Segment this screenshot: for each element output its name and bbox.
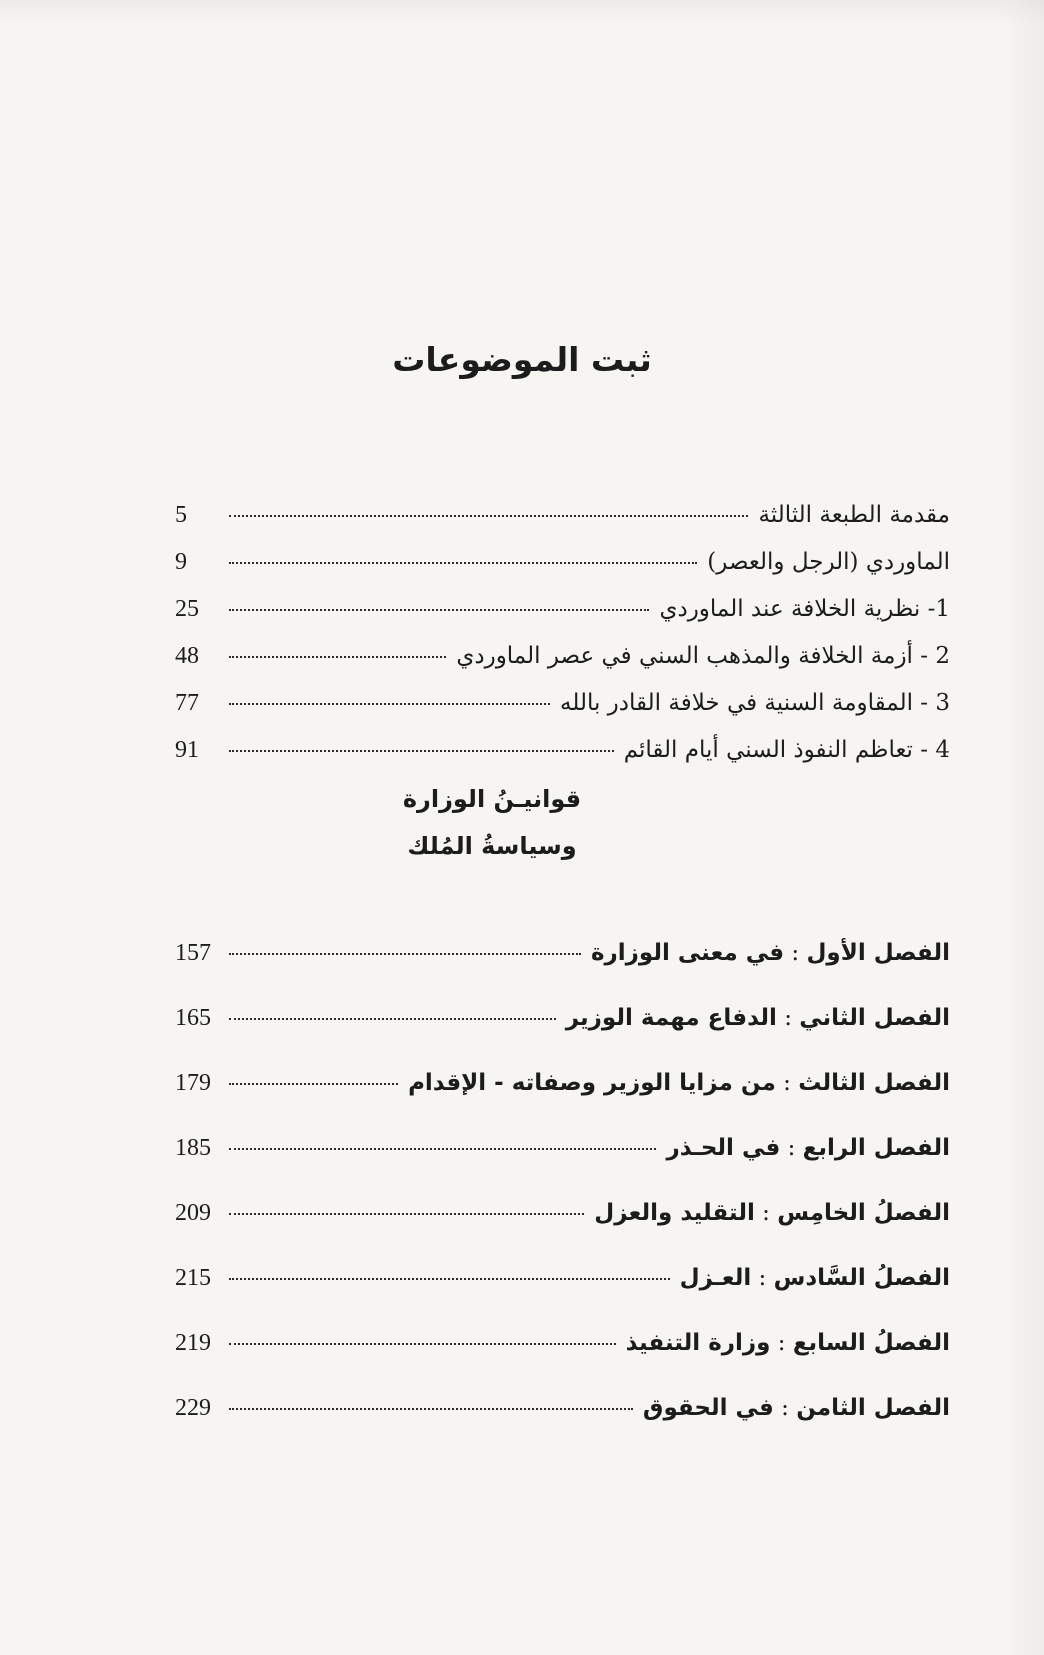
chapter-entry[interactable]: [175, 1200, 950, 1265]
chapter-label: الفصل الثالث: [798, 1070, 950, 1096]
chapter-page-number: 215: [175, 1265, 211, 1291]
chapter-label: الفصلُ الخامِس: [777, 1200, 950, 1226]
toc-entry[interactable]: [175, 502, 950, 549]
dot-leader: [229, 609, 649, 611]
chapter-entry[interactable]: [175, 1070, 950, 1135]
chapter-entry[interactable]: [175, 940, 950, 1005]
dot-leader: [229, 1343, 616, 1345]
toc-entry[interactable]: [175, 549, 950, 596]
toc-chapters-list: [175, 940, 950, 1460]
chapter-entry-text: الفصل الثاني : الدفاع مهمة الوزير: [565, 1005, 950, 1031]
toc-page-number: 9: [175, 549, 187, 575]
dot-leader: [229, 1408, 633, 1410]
chapter-entry-text: الفصل الأول : في معنى الوزارة: [590, 940, 950, 966]
dot-leader: [229, 953, 581, 955]
dot-leader: [229, 1213, 584, 1215]
toc-entry-title: 4 - تعاظم النفوذ السني أيام القائم: [623, 737, 950, 763]
chapter-entry[interactable]: [175, 1265, 950, 1330]
chapter-page-number: 179: [175, 1070, 211, 1096]
chapter-title: من مزايا الوزير وصفاته - الإقدام: [408, 1070, 776, 1096]
chapter-entry[interactable]: [175, 1395, 950, 1460]
dot-leader: [229, 562, 697, 564]
chapter-entry-text: الفصل الثالث : من مزايا الوزير وصفاته - الإقدام: [408, 1070, 950, 1096]
chapter-label: الفصلُ السَّادس: [773, 1265, 950, 1291]
toc-entry[interactable]: [175, 690, 950, 737]
chapter-title: وزارة التنفيذ: [625, 1330, 771, 1356]
chapter-title: في الحـذر: [666, 1135, 781, 1161]
dot-leader: [229, 656, 446, 658]
toc-page-number: 25: [175, 596, 199, 622]
chapter-page-number: 165: [175, 1005, 211, 1031]
dot-leader: [229, 1018, 556, 1020]
chapter-label: الفصل الرابع: [802, 1135, 950, 1161]
chapter-title: في الحقوق: [642, 1395, 774, 1421]
chapter-entry-text: الفصل الرابع : في الحـذر: [666, 1135, 950, 1161]
toc-entry-title: الماوردي (الرجل والعصر): [707, 549, 950, 575]
toc-page-number: 77: [175, 690, 199, 716]
page-edge-shadow: [1002, 0, 1044, 1655]
chapter-label: الفصل الثاني: [799, 1005, 950, 1031]
section-heading-line-2: وسياسةُ المُلك: [407, 832, 577, 860]
page-top-edge: [0, 0, 1044, 24]
chapter-title: العـزل: [679, 1265, 752, 1291]
chapter-title: الدفاع مهمة الوزير: [565, 1005, 777, 1031]
dot-leader: [229, 515, 748, 517]
toc-entry[interactable]: [175, 643, 950, 690]
toc-entry-title: مقدمة الطبعة الثالثة: [758, 502, 950, 528]
chapter-page-number: 229: [175, 1395, 211, 1421]
chapter-title: التقليد والعزل: [594, 1200, 755, 1226]
dot-leader: [229, 750, 614, 752]
chapter-entry-text: الفصلُ الخامِس : التقليد والعزل: [594, 1200, 950, 1226]
chapter-page-number: 209: [175, 1200, 211, 1226]
chapter-page-number: 157: [175, 940, 211, 966]
chapter-label: الفصلُ السابع: [792, 1330, 950, 1356]
chapter-title: في معنى الوزارة: [590, 940, 785, 966]
dot-leader: [229, 1278, 670, 1280]
dot-leader: [229, 703, 550, 705]
chapter-page-number: 219: [175, 1330, 211, 1356]
toc-page-number: 48: [175, 643, 199, 669]
page-title: ثبت الموضوعات: [392, 340, 652, 379]
chapter-label: الفصل الثامن: [796, 1395, 950, 1421]
toc-entry[interactable]: [175, 737, 950, 784]
chapter-entry-text: الفصلُ السَّادس : العـزل: [679, 1265, 950, 1291]
dot-leader: [229, 1148, 656, 1150]
chapter-label: الفصل الأول: [806, 940, 950, 966]
toc-entry-title: 3 - المقاومة السنية في خلافة القادر بالله: [560, 690, 950, 716]
toc-page-number: 5: [175, 502, 187, 528]
toc-intro-list: [175, 502, 950, 784]
toc-entry-title: 1- نظرية الخلافة عند الماوردي: [659, 596, 950, 622]
chapter-entry-text: الفصلُ السابع : وزارة التنفيذ: [625, 1330, 950, 1356]
chapter-entry[interactable]: [175, 1330, 950, 1395]
section-heading-line-1: قوانيـنُ الوزارة: [402, 785, 582, 813]
dot-leader: [229, 1083, 398, 1085]
toc-entry[interactable]: [175, 596, 950, 643]
toc-page-number: 91: [175, 737, 199, 763]
toc-entry-title: 2 - أزمة الخلافة والمذهب السني في عصر الماوردي: [456, 643, 950, 669]
chapter-entry[interactable]: [175, 1005, 950, 1070]
chapter-entry-text: الفصل الثامن : في الحقوق: [642, 1395, 950, 1421]
chapter-entry[interactable]: [175, 1135, 950, 1200]
chapter-page-number: 185: [175, 1135, 211, 1161]
